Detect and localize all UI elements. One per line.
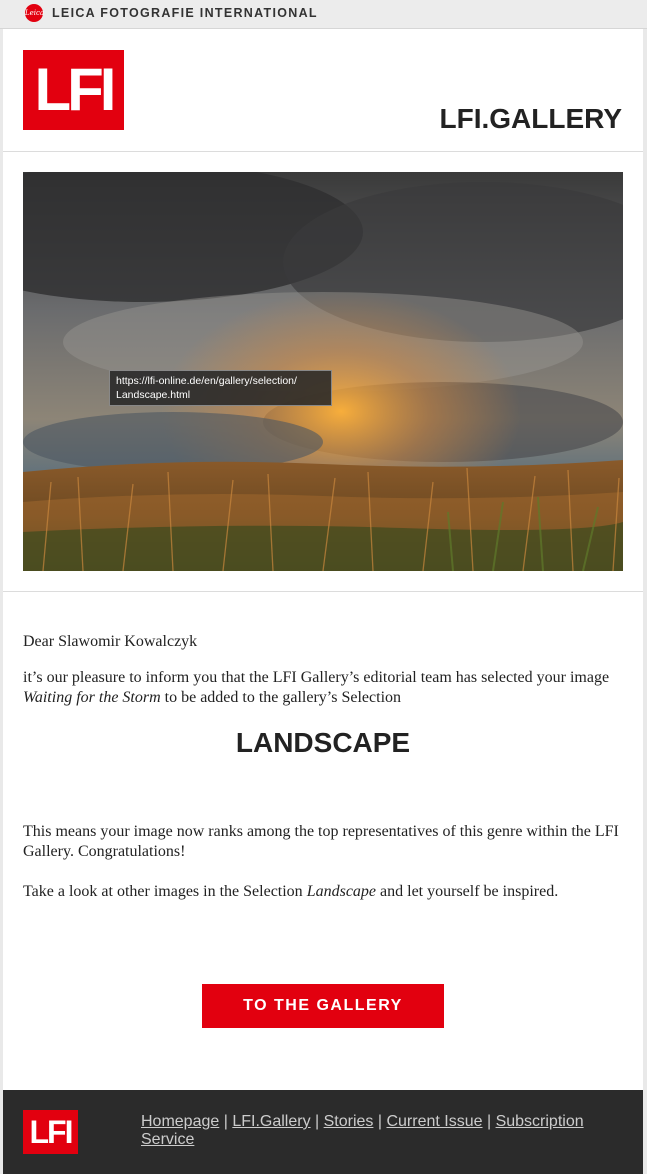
inspire-text-a: Take a look at other images in the Selection — [23, 883, 307, 900]
top-bar — [0, 0, 647, 29]
footer-separator: | — [219, 1113, 233, 1130]
intro-text-b: to be added to the gallery’s Selection — [160, 689, 402, 706]
leica-logo-icon: Leica — [25, 4, 43, 22]
footer-links — [141, 1113, 611, 1149]
image-title: Waiting for the Storm — [23, 689, 161, 706]
image-divider — [3, 591, 643, 592]
footer-link-stories[interactable]: Stories — [323, 1113, 374, 1130]
topbar-brand-text: LEICA FOTOGRAFIE INTERNATIONAL — [52, 6, 318, 20]
footer-link-subscription-service[interactable]: Subscription Service — [141, 1113, 584, 1148]
footer-lfi-logo[interactable]: LFI — [23, 1110, 78, 1154]
intro-paragraph — [23, 668, 625, 708]
tooltip-url-line2: Landscape.html — [116, 389, 191, 401]
header-divider — [3, 151, 643, 152]
tooltip-url-line1: https://lfi-online.de/en/gallery/selection/ — [116, 375, 297, 387]
footer-separator: | — [373, 1113, 387, 1130]
footer-link-current-issue[interactable]: Current Issue — [386, 1113, 483, 1130]
hero-image[interactable] — [23, 172, 623, 571]
inspire-text-b: and let yourself be inspired. — [376, 883, 559, 900]
link-tooltip — [109, 370, 332, 406]
footer-link-lfi-gallery[interactable]: LFI.Gallery — [232, 1113, 311, 1130]
footer — [3, 1090, 643, 1174]
gallery-title: LFI.GALLERY — [439, 103, 622, 134]
inspire-paragraph — [23, 882, 625, 902]
email-card — [3, 29, 643, 1090]
intro-text-a: it’s our pleasure to inform you that the LFI Gallery’s editorial team has selected your image — [23, 669, 610, 686]
footer-separator: | — [310, 1113, 324, 1130]
footer-link-homepage[interactable]: Homepage — [141, 1113, 220, 1130]
selection-heading: LANDSCAPE — [235, 727, 411, 758]
footer-separator: | — [482, 1113, 496, 1130]
to-the-gallery-button[interactable]: TO THE GALLERY — [202, 984, 444, 1028]
ranking-paragraph: This means your image now ranks among the top representatives of this genre within the LFI Gallery. Congratulations! — [23, 823, 619, 860]
selection-name: Landscape — [306, 883, 377, 900]
lfi-logo[interactable]: LFI — [23, 50, 124, 130]
greeting: Dear Slawomir Kowalczyk — [23, 633, 198, 650]
